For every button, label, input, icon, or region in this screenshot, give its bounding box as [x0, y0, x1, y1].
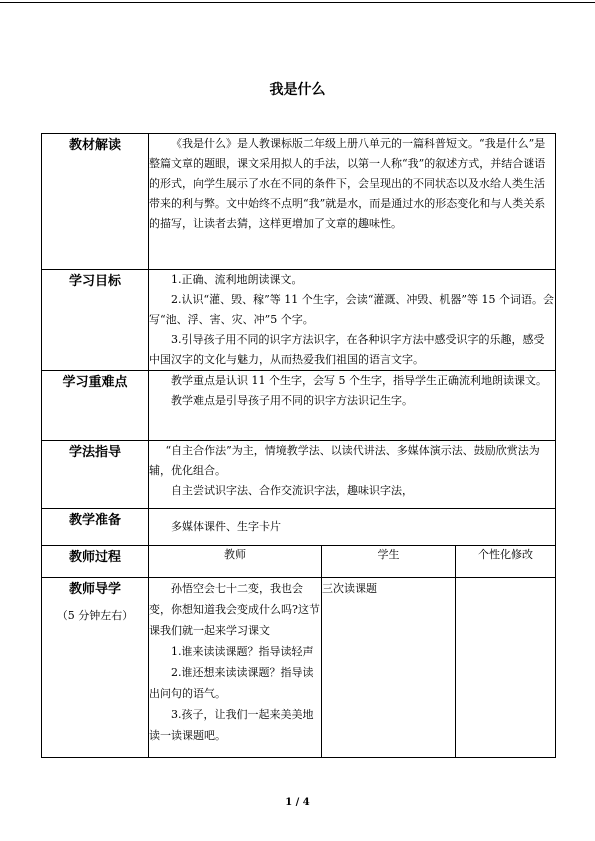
- row-label: 学习重难点: [42, 371, 149, 441]
- row-label: 学习目标: [42, 270, 149, 371]
- process-row: [42, 578, 556, 758]
- row-label: 教师过程: [42, 546, 149, 578]
- table-row: [42, 441, 556, 509]
- row-content: [149, 270, 556, 371]
- row-content: [149, 441, 556, 509]
- student-cell: [322, 578, 456, 758]
- header-rule: [0, 2, 595, 3]
- row-label: 学法指导: [42, 441, 149, 509]
- column-header-teacher: 教师: [149, 546, 322, 578]
- page-number: 1 / 4: [285, 797, 310, 808]
- paragraph: 教学难点是引导孩子用不同的识字方法识记生字。: [171, 394, 413, 407]
- table-row: [42, 270, 556, 371]
- paragraph: 2.认识“灌、毁、稼”等 11 个生字，会读“灌溉、冲毁、机器”等 15 个词语。会写“池、浮、害、灾、冲”5 个字。: [149, 293, 554, 326]
- table-row: [42, 134, 556, 270]
- column-header-custom: 个性化修改: [456, 546, 556, 578]
- teacher-cell: [149, 578, 322, 758]
- paragraph: 3.孩子，让我们一起来美美地读一读课题吧。: [149, 708, 314, 742]
- paragraph: 自主尝试识字法、合作交流识字法，趣味识字法，: [171, 484, 413, 497]
- column-header-student: 学生: [322, 546, 456, 578]
- custom-cell: [456, 578, 556, 758]
- row-content: [149, 371, 556, 441]
- table-row: [42, 509, 556, 546]
- row-label: 教学准备: [42, 509, 149, 546]
- row-content: [149, 509, 556, 546]
- paragraph: 教学重点是认识 11 个生字，会写 5 个生字，指导学生正确流利地朗读课文。: [171, 374, 547, 387]
- paragraph: “自主合作法”为主，情境教学法、以读代讲法、多媒体演示法、鼓励欣赏法为辅，优化组合。: [149, 444, 540, 477]
- paragraph: 多媒体课件、生字卡片: [171, 520, 281, 533]
- row-label: 教材解读: [42, 134, 149, 270]
- paragraph: 1.正确、流利地朗读课文。: [171, 273, 303, 286]
- section-label: [42, 578, 149, 758]
- process-header-row: [42, 546, 556, 578]
- paragraph: 孙悟空会七十二变，我也会变，你想知道我会变成什么吗?这节课我们就一起来学习课文: [149, 582, 320, 637]
- section-duration: （5 分钟左右）: [56, 609, 134, 622]
- lesson-plan-table: [41, 133, 556, 758]
- student-activity: 三次读课题: [322, 582, 377, 595]
- paragraph: 2.谁还想来读读课题？指导读出问句的语气。: [149, 666, 314, 700]
- section-title: 教师导学: [68, 582, 121, 597]
- table-row: [42, 371, 556, 441]
- row-content: [149, 134, 556, 270]
- paragraph: 1.谁来读读课题？指导读轻声: [171, 645, 314, 658]
- paragraph: 3.引导孩子用不同的识字方法识字，在各种识字方法中感受识字的乐趣，感受中国汉字的文化与魅力，从而热爱我们祖国的语言文字。: [149, 333, 545, 366]
- page-title: 我是什么: [269, 82, 326, 98]
- paragraph: 《我是什么》是人教课标版二年级上册八单元的一篇科普短文。“我是什么”是整篇文章的题眼，课文采用拟人的手法，以第一人称“我”的叙述方式，并结合谜语的形式，向学生展示了水在不同的条件下，会呈现出的不同状态以及水给人类生活带来的利与弊。文中始终不点明“我”就是水，而是通过水的形态变化和与人类关系的描写，让读者去猜，这样更增加了文章的趣味性。: [149, 137, 546, 230]
